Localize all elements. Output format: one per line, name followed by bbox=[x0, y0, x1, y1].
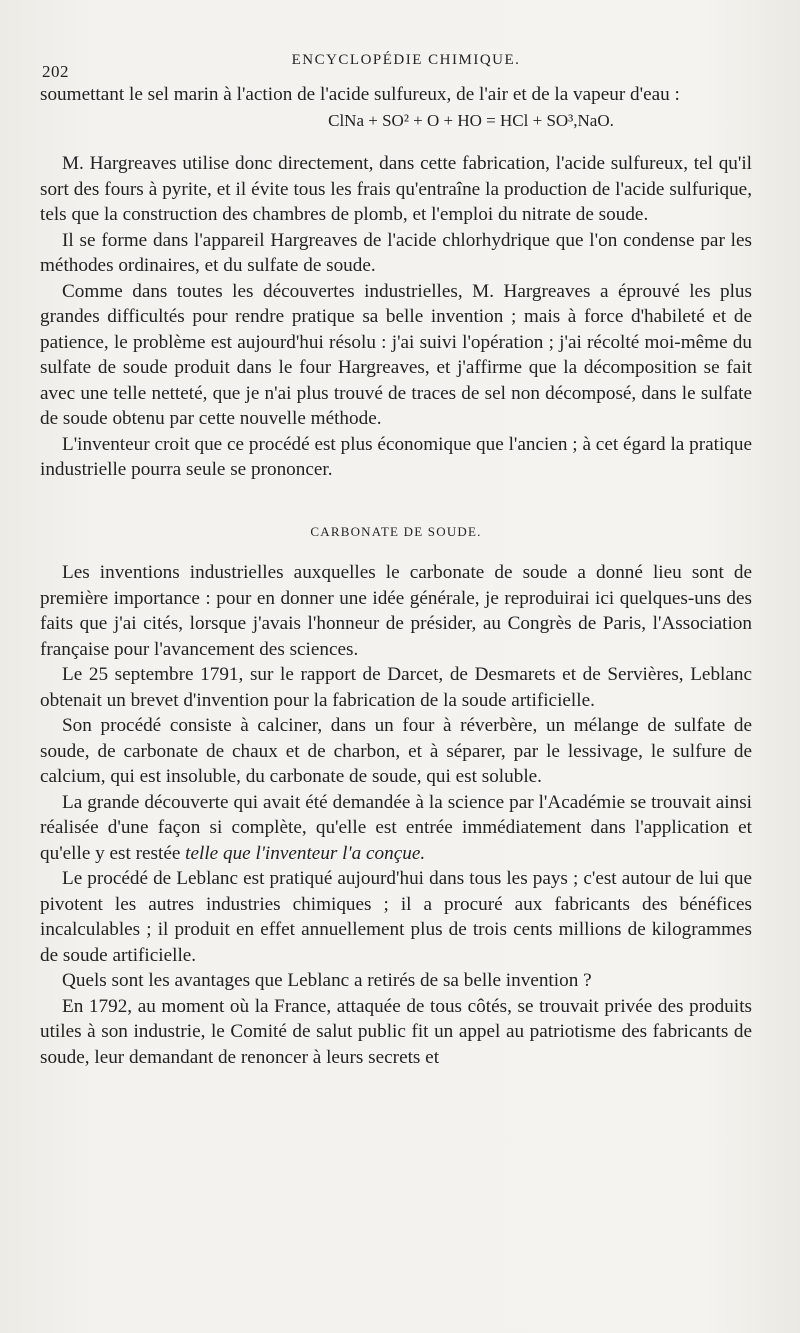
body-text bbox=[40, 82, 752, 1070]
paragraph: Son procédé consiste à calciner, dans un four à réverbère, un mélange de sulfate de soude, de carbonate de chaux et de charbon, et à séparer, par le lessivage, le sulfure de calcium, qui est insoluble, du carbonate de soude, qui est soluble. bbox=[40, 715, 752, 787]
italic-phrase: telle que l'inventeur l'a conçue. bbox=[185, 842, 426, 864]
paragraph: Les inventions industrielles auxquelles le carbonate de soude a donné lieu sont de première importance : pour en donner une idée générale, je reproduirai ici quelques-uns des faits que j'ai cités, lorsque j'avais l'honneur de présider, au Congrès de Paris, l'Association française pour l'avancement des sciences. bbox=[40, 562, 752, 660]
paragraph: Quels sont les avantages que Leblanc a retirés de sa belle invention ? bbox=[62, 970, 592, 991]
paragraph: Il se forme dans l'appareil Hargreaves de l'acide chlorhydrique que l'on condense par les méthodes ordinaires, et du sulfate de soude. bbox=[40, 229, 752, 276]
section-heading: CARBONATE DE SOUDE. bbox=[310, 523, 482, 539]
paragraph: Le 25 septembre 1791, sur le rapport de Darcet, de Desmarets et de Servières, Leblanc obtenait un brevet d'invention pour la fabrication de la soude artificielle. bbox=[40, 664, 752, 711]
paragraph: Comme dans toutes les découvertes industrielles, M. Hargreaves a éprouvé les plus grandes difficultés pour rendre pratique sa belle invention ; mais à force d'habileté et de patience, le problème est aujourd'hui résolu : j'ai suivi l'opération ; j'ai récolté moi-même du sulfate de soude produit dans le four Hargreaves, et j'affirme que la décomposition se fait avec une telle netteté, que je n'ai plus trouvé de traces de sel non décomposé, dans le sulfate de soude obtenu par cette nouvelle méthode. bbox=[40, 280, 752, 429]
paragraph: M. Hargreaves utilise donc directement, dans cette fabrication, l'acide sulfureux, tel qu'il sort des fours à pyrite, et il évite tous les frais qu'entraîne la production de l'acide sulfurique, tels que la construction des chambres de plomb, et l'emploi du nitrate de soude. bbox=[40, 153, 752, 225]
paragraph-text: La grande découverte qui avait été demandée à la science par l'Académie se trouvait ainsi réalisée d'une façon si complète, qu'elle est entrée immédiatement dans l'application et qu'elle y est restée bbox=[40, 791, 752, 864]
page-number: 202 bbox=[42, 62, 69, 81]
chemical-equation: ClNa + SO² + O + HO = HCl + SO³,NaO. bbox=[328, 110, 614, 130]
lead-in-paragraph: soumettant le sel marin à l'action de l'acide sulfureux, de l'air et de la vapeur d'eau : bbox=[40, 84, 680, 105]
paragraph: Le procédé de Leblanc est pratiqué aujourd'hui dans tous les pays ; c'est autour de lui que pivotent les autres industries chimiques ; il a procuré aux fabricants des bénéfices incalculables ; il produit en effet annuellement plus de trois cents millions de kilogrammes de soude artificielle. bbox=[40, 868, 752, 966]
running-title: ENCYCLOPÉDIE CHIMIQUE. bbox=[291, 52, 521, 68]
paragraph: L'inventeur croit que ce procédé est plus économique que l'ancien ; à cet égard la pratique industrielle pourra seule se prononcer. bbox=[40, 433, 752, 480]
page-header bbox=[36, 48, 776, 81]
paragraph: En 1792, au moment où la France, attaquée de tous côtés, se trouvait privée des produits utiles à son industrie, le Comité de salut public fit un appel au patriotisme des fabricants de soude, leur demandant de renoncer à leurs secrets et bbox=[40, 995, 752, 1068]
section-body bbox=[40, 560, 752, 1070]
paragraph bbox=[40, 790, 752, 867]
